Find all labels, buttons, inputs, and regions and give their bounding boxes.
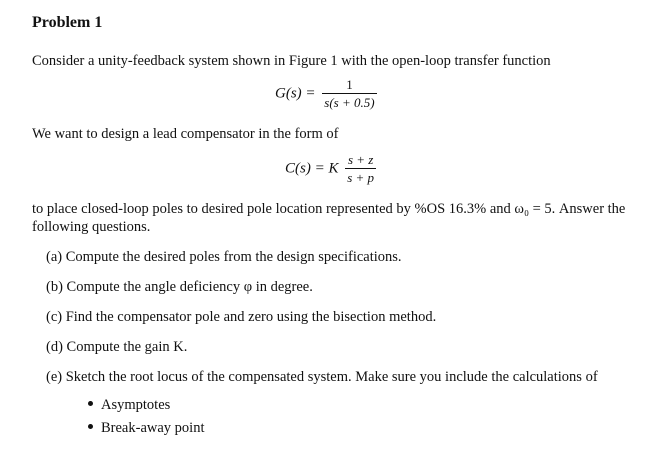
g-denominator: s(s + 0.5) — [324, 95, 375, 110]
bullet-breakaway — [88, 420, 204, 437]
design-text: We want to design a lead compensator in the form of — [32, 126, 339, 142]
transfer-function-g — [275, 78, 377, 110]
question-label: (d) — [46, 339, 63, 355]
question-text: Compute the gain K. — [66, 339, 188, 355]
problem-title: Problem 1 — [32, 14, 103, 31]
question-label: (c) — [46, 309, 63, 325]
question-text: Compute the desired poles from the design specifications. — [65, 249, 402, 265]
question-text: Find the compensator pole and zero using the bisection method. — [65, 309, 437, 325]
question-e — [46, 369, 598, 386]
g-fraction — [322, 78, 376, 110]
c-lhs: C(s) = K — [285, 160, 339, 177]
question-text: Sketch the root locus of the compensated system. Make sure you include the calculations of — [65, 369, 598, 385]
g-fraction-bar — [322, 93, 376, 94]
c-fraction — [345, 153, 376, 185]
question-label: (a) — [46, 249, 63, 265]
bullet-text: Asymptotes — [101, 397, 171, 413]
g-lhs: G(s) = — [275, 85, 316, 102]
g-numerator: 1 — [346, 77, 353, 92]
spec-text-line1: to place closed-loop poles to desired pole location represented by %OS 16.3% and ω₀ = 5. Answer the — [32, 201, 626, 217]
compensator-c — [285, 153, 376, 185]
c-numerator: s + z — [347, 152, 374, 167]
c-fraction-bar — [345, 168, 376, 169]
question-label: (b) — [46, 279, 63, 295]
question-d — [46, 339, 187, 356]
intro-text: Consider a unity-feedback system shown in Figure 1 with the open-loop transfer function — [32, 53, 551, 69]
question-c — [46, 309, 436, 326]
question-label: (e) — [46, 369, 63, 385]
question-a — [46, 249, 402, 266]
spec-text-line2: following questions. — [32, 219, 151, 235]
bullet-icon — [88, 401, 93, 406]
bullet-icon — [88, 424, 93, 429]
c-denominator: s + p — [347, 170, 375, 185]
question-text: Compute the angle deficiency φ in degree. — [66, 279, 313, 295]
question-b — [46, 279, 313, 296]
bullet-text: Break-away point — [101, 420, 205, 436]
bullet-asymptotes — [88, 397, 170, 414]
